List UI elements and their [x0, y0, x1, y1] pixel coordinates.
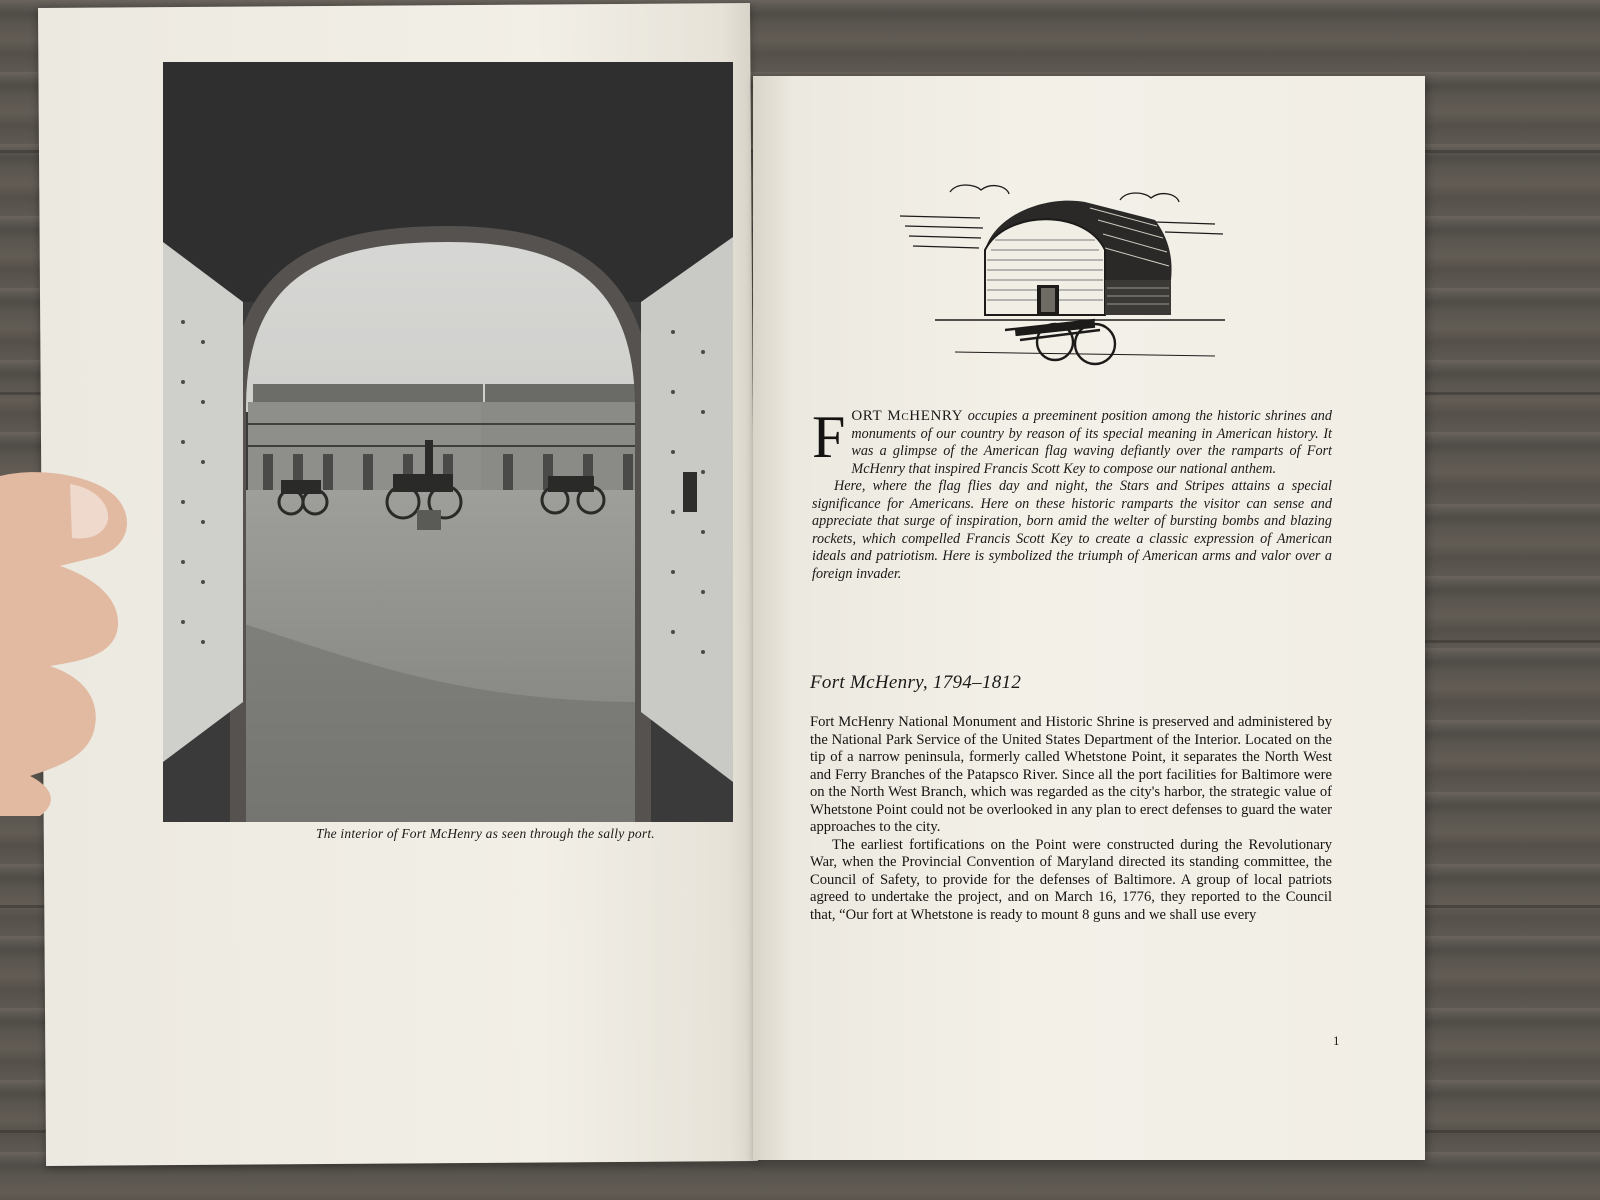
- intro-paragraph-2: Here, where the flag flies day and night, the Stars and Stripes attains a special significance for Americans. Here on these historic ramparts the visitor can sense and appreciate that surge of inspiration, born amid the welter of bursting bombs and blazing rockets, which compelled Francis Scott Key to create a classic expression of American ideals and patriotism. Here is symbolized the triumph of American arms and valor over a foreign invader.: [812, 478, 1332, 582]
- page-number: 1: [1333, 1033, 1340, 1048]
- intro-paragraph-1-text: occupies a preeminent position among the historic shrines and monuments of our country by reason of its special meaning in American history. It was a glimpse of the American flag waving defiantly over the ramparts of Fort McHenry that inspired Francis Scott Key to compose our national anthem.: [851, 408, 1332, 477]
- thumb: [0, 456, 140, 816]
- body-paragraph-2: The earliest fortifications on the Point were constructed during the Revolutionary War, when the Provincial Convention of Maryland directed its standing committee, the Council of Safety, to provide for the defenses of Baltimore. A group of local patriots agreed to undertake the project, and on March 16, 1776, they reported to the Council that, “Our fort at Whetstone is ready to mount 8 guns and we shall use every: [810, 836, 1332, 923]
- body-paragraph-1: Fort McHenry National Monument and Historic Shrine is preserved and administered by the National Park Service of the United States Department of the Interior. Located on the tip of a narrow peninsula, formerly called Whetstone Point, it separates the North West and Ferry Branches of the Patapsco River. Since all the port facilities for Baltimore were on the North West Branch, which was regarded as the city's harbor, the strategic value of Whetstone Point could not be overlooked in any plan to erect defenses to guard the water approaches to the city.: [810, 714, 1332, 835]
- drop-cap: F: [812, 404, 846, 470]
- intro-block: [812, 404, 1332, 583]
- intro-paragraph-1: [812, 404, 1332, 478]
- section-heading: Fort McHenry, 1794–1812: [810, 672, 1022, 693]
- body-text: [810, 714, 1332, 924]
- intro-lead-caps: ORT McHENRY: [851, 408, 964, 424]
- photo-caption: The interior of Fort McHenry as seen through the sally port.: [316, 826, 655, 841]
- sally-port-photo: [163, 62, 733, 822]
- powder-magazine-illustration: [895, 180, 1240, 380]
